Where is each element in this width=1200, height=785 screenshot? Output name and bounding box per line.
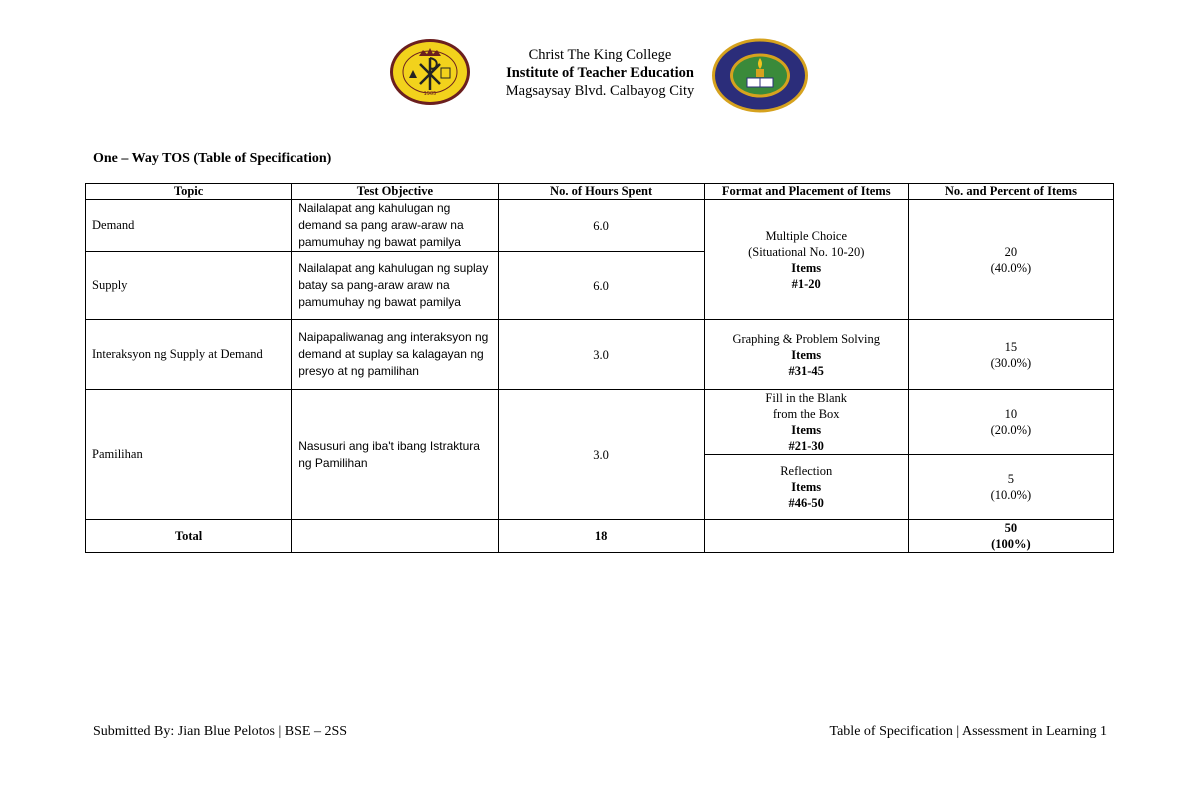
objective-cell: Naipapaliwanag ang interaksyon ng demand at suplay sa kalagayan ng presyo at ng pamilihan	[292, 320, 498, 390]
format-line: Graphing & Problem Solving	[732, 331, 881, 346]
items-label: Items	[791, 347, 822, 362]
format-cell	[704, 320, 908, 390]
empty-cell	[292, 520, 498, 553]
items-label: Items	[791, 480, 822, 494]
item-percent: (20.0%)	[990, 423, 1032, 437]
institute-name: Institute of Teacher Education	[506, 65, 694, 81]
format-cell	[704, 200, 908, 320]
topic-cell: Pamilihan	[86, 390, 292, 520]
header-format: Format and Placement of Items	[704, 184, 908, 200]
topic-cell: Supply	[86, 252, 292, 320]
items-range: #1-20	[791, 276, 821, 291]
document-title: One – Way TOS (Table of Specification)	[93, 151, 332, 166]
item-count: 10	[1004, 407, 1018, 421]
footer-document-info: Table of Specification | Assessment in Learning 1	[829, 724, 1107, 739]
format-line: (Situational No. 10-20)	[748, 244, 865, 259]
format-line: Fill in the Blank	[765, 391, 848, 405]
format-cell	[704, 390, 908, 455]
objective-cell: Nailalapat ang kahulugan ng suplay batay sa pang-araw araw na pamumuhay ng bawat pamilya	[292, 252, 498, 320]
total-label: Total	[86, 520, 292, 553]
item-count: 5	[1007, 472, 1015, 486]
items-range: #31-45	[788, 363, 824, 378]
percent-cell	[908, 320, 1113, 390]
total-count: 50	[1004, 521, 1018, 535]
header-percent: No. and Percent of Items	[908, 184, 1113, 200]
table-row	[86, 200, 1114, 252]
total-hours: 18	[498, 520, 704, 553]
hours-cell: 6.0	[498, 252, 704, 320]
objective-cell: Nasusuri ang iba't ibang Istraktura ng Pamilihan	[292, 390, 498, 520]
item-percent: (30.0%)	[990, 355, 1032, 370]
items-range: #21-30	[788, 439, 824, 453]
percent-cell	[908, 455, 1113, 520]
items-label: Items	[791, 260, 822, 275]
college-seal-logo	[389, 38, 471, 106]
percent-cell	[908, 200, 1113, 320]
topic-cell: Demand	[86, 200, 292, 252]
format-line: Reflection	[780, 464, 833, 478]
table-header-row	[86, 184, 1114, 200]
item-percent: (10.0%)	[990, 488, 1032, 502]
total-percent: (100%)	[991, 537, 1031, 551]
items-label: Items	[791, 423, 822, 437]
teacher-education-logo	[711, 38, 809, 113]
footer-submitted-by: Submitted By: Jian Blue Pelotos | BSE – 2SS	[93, 724, 348, 739]
format-line: from the Box	[772, 407, 840, 421]
topic-cell: Interaksyon ng Supply at Demand	[86, 320, 292, 390]
hours-cell: 3.0	[498, 320, 704, 390]
header-topic: Topic	[86, 184, 292, 200]
items-range: #46-50	[788, 496, 824, 510]
total-row	[86, 520, 1114, 553]
item-percent: (40.0%)	[990, 260, 1032, 275]
table-row	[86, 320, 1114, 390]
header-objective: Test Objective	[292, 184, 498, 200]
percent-cell	[908, 390, 1113, 455]
college-address: Magsaysay Blvd. Calbayog City	[505, 83, 695, 99]
svg-text:1905: 1905	[423, 91, 437, 97]
item-count: 15	[1004, 339, 1018, 354]
format-line: Multiple Choice	[765, 228, 848, 243]
document-header	[0, 38, 1200, 118]
hours-cell: 3.0	[498, 390, 704, 520]
total-percent-cell	[908, 520, 1113, 553]
header-hours: No. of Hours Spent	[498, 184, 704, 200]
hours-cell: 6.0	[498, 200, 704, 252]
objective-cell: Nailalapat ang kahulugan ng demand sa pang araw-araw na pamumuhay ng bawat pamilya	[292, 200, 498, 252]
table-row	[86, 390, 1114, 455]
tos-table	[85, 183, 1114, 553]
institution-block	[470, 46, 730, 100]
empty-cell	[704, 520, 908, 553]
format-cell	[704, 455, 908, 520]
college-name: Christ The King College	[528, 47, 672, 63]
item-count: 20	[1004, 244, 1018, 259]
